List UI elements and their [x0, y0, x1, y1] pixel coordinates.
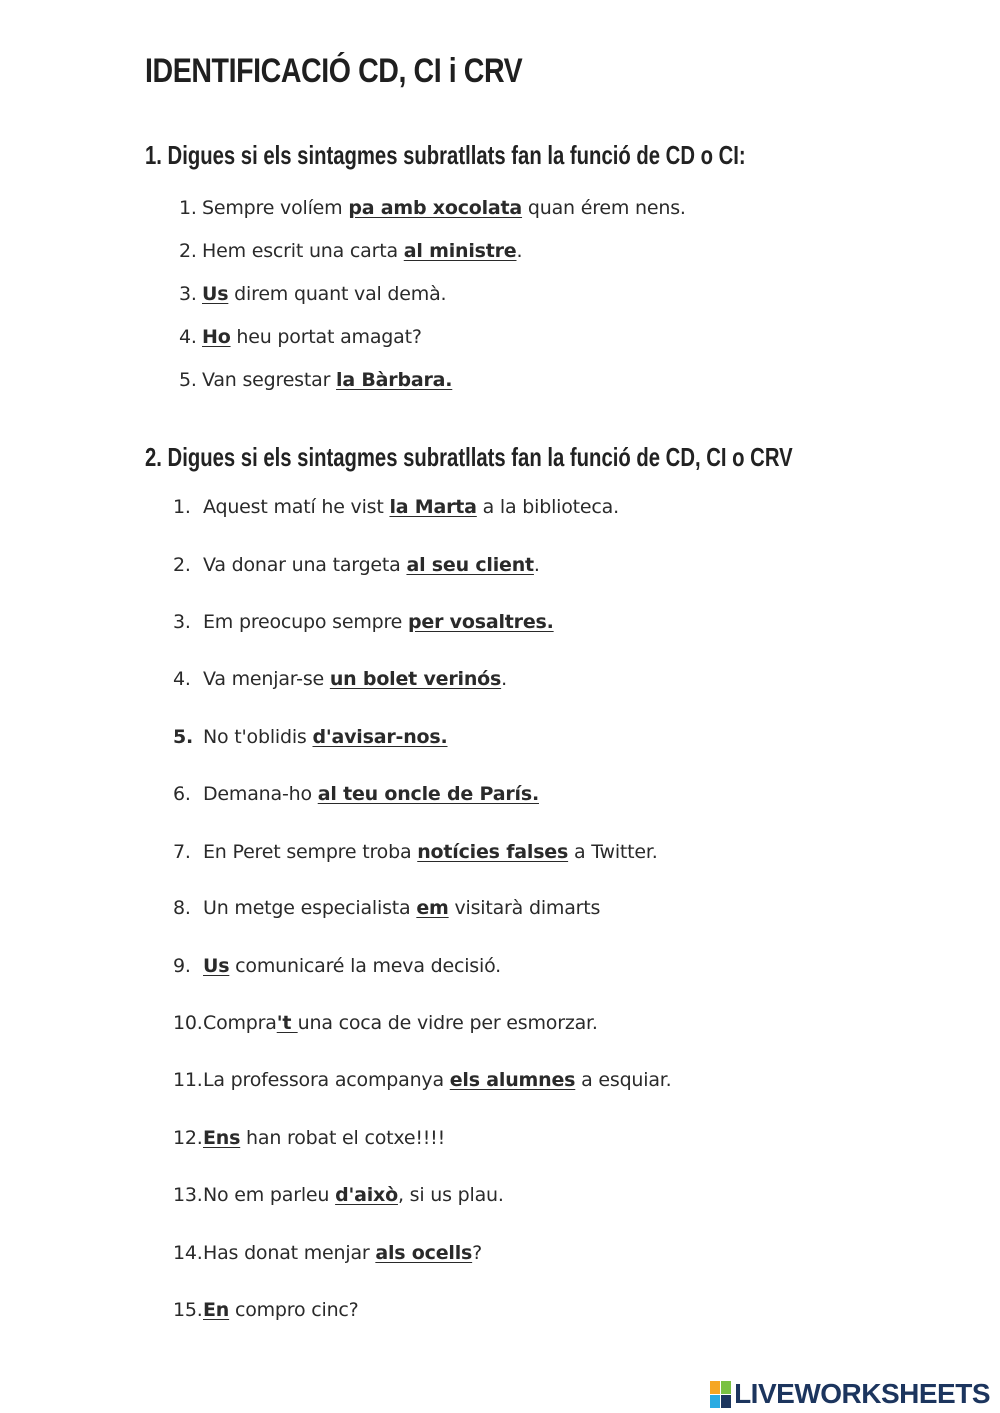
item-text: quan érem nens. — [522, 197, 686, 219]
list-item — [173, 1127, 445, 1149]
list-item — [179, 326, 422, 348]
item-text: En Peret sempre troba — [203, 841, 418, 863]
item-text: Va menjar-se — [203, 668, 330, 690]
item-number: 3. — [179, 283, 197, 305]
item-text: Hem escrit una carta — [202, 240, 404, 262]
item-number: 4. — [173, 668, 191, 690]
item-number: 8. — [173, 897, 191, 919]
item-text: una coca de vidre per esmorzar. — [297, 1012, 598, 1034]
list-item — [173, 1242, 482, 1264]
item-text: Un metge especialista — [203, 897, 417, 919]
underlined-phrase: al ministre — [403, 240, 517, 262]
underlined-phrase: als ocells — [375, 1242, 473, 1264]
liveworksheets-brand[interactable] — [710, 1378, 990, 1410]
underlined-phrase: 't — [276, 1012, 298, 1034]
item-text: . — [501, 668, 507, 690]
item-number: 10. — [173, 1012, 203, 1034]
list-item — [173, 1012, 598, 1034]
item-text: visitarà dimarts — [448, 897, 601, 919]
underlined-phrase: Us — [202, 283, 229, 305]
logo-tile — [721, 1381, 731, 1394]
item-text: . — [516, 240, 523, 262]
item-number: 3. — [173, 611, 191, 633]
underlined-phrase: al teu oncle de París. — [317, 783, 539, 805]
list-item — [173, 668, 507, 690]
item-text: Em preocupo sempre — [203, 611, 409, 633]
item-number: 14. — [173, 1242, 203, 1264]
item-number: 5. — [173, 726, 194, 748]
item-number: 1. — [179, 197, 197, 219]
underlined-phrase: em — [416, 897, 449, 919]
underlined-phrase: notícies falses — [417, 841, 569, 863]
item-number: 12. — [173, 1127, 203, 1149]
item-number: 11. — [173, 1069, 203, 1091]
list-item — [173, 841, 658, 863]
item-text: a esquiar. — [575, 1069, 672, 1091]
item-text: comunicaré la meva decisió. — [229, 955, 502, 977]
item-number: 13. — [173, 1184, 203, 1206]
item-text: No t'oblidis — [203, 726, 313, 748]
item-text: Sempre volíem — [202, 197, 349, 219]
item-number: 5. — [179, 369, 197, 391]
logo-tile — [721, 1395, 731, 1408]
item-text: Demana-ho — [203, 783, 318, 805]
item-text: a la biblioteca. — [476, 496, 619, 518]
item-text: Aquest matí he vist — [203, 496, 390, 518]
logo-tile — [710, 1395, 720, 1408]
underlined-phrase: per vosaltres. — [408, 611, 554, 633]
underlined-phrase: pa amb xocolata — [348, 197, 523, 219]
underlined-phrase: al seu client — [406, 554, 534, 576]
underlined-phrase: la Bàrbara. — [336, 369, 453, 391]
list-item — [173, 1184, 504, 1206]
item-text: han robat el cotxe!!!! — [240, 1127, 445, 1149]
list-item — [173, 897, 600, 919]
logo-tile — [710, 1381, 720, 1394]
section-2-heading: 2. Digues si els sintagmes subratllats fan la funció de CD, CI o CRV — [145, 442, 793, 472]
item-number: 1. — [173, 496, 191, 518]
underlined-phrase: Ens — [203, 1127, 241, 1149]
list-item — [179, 197, 686, 219]
item-text: Has donat menjar — [203, 1242, 376, 1264]
list-item — [173, 496, 619, 518]
underlined-phrase: d'avisar-nos. — [312, 726, 448, 748]
list-item — [173, 783, 539, 805]
item-text: direm quant val demà. — [228, 283, 447, 305]
item-text: La professora acompanya — [203, 1069, 450, 1091]
item-text: , si us plau. — [397, 1184, 504, 1206]
item-text: Compra — [203, 1012, 277, 1034]
item-text: No em parleu — [203, 1184, 336, 1206]
item-text: heu portat amagat? — [230, 326, 422, 348]
underlined-phrase: un bolet verinós — [329, 668, 502, 690]
list-item — [173, 726, 448, 748]
page-title: IDENTIFICACIÓ CD, CI i CRV — [145, 52, 523, 90]
underlined-phrase: Ho — [202, 326, 231, 348]
item-text: ? — [472, 1242, 483, 1264]
list-item — [173, 554, 540, 576]
underlined-phrase: la Marta — [389, 496, 477, 518]
item-number: 6. — [173, 783, 191, 805]
item-number: 15. — [173, 1299, 203, 1321]
item-text: Va donar una targeta — [203, 554, 407, 576]
item-number: 9. — [173, 955, 191, 977]
list-item — [179, 369, 452, 391]
liveworksheets-logo-icon — [710, 1381, 731, 1408]
item-number: 2. — [173, 554, 191, 576]
item-number: 4. — [179, 326, 197, 348]
item-text: Van segrestar — [202, 369, 337, 391]
section-1-heading: 1. Digues si els sintagmes subratllats fan la funció de CD o CI: — [145, 140, 746, 170]
list-item — [179, 283, 446, 305]
list-item — [173, 1069, 672, 1091]
list-item — [173, 611, 554, 633]
item-number: 2. — [179, 240, 197, 262]
item-number: 7. — [173, 841, 191, 863]
item-text: . — [533, 554, 540, 576]
list-item — [179, 240, 522, 262]
brand-name: LIVEWORKSHEETS — [734, 1378, 990, 1409]
underlined-phrase: els alumnes — [449, 1069, 576, 1091]
underlined-phrase: Us — [203, 955, 230, 977]
item-text: compro cinc? — [229, 1299, 359, 1321]
underlined-phrase: d'això — [335, 1184, 398, 1206]
list-item — [173, 955, 501, 977]
item-text: a Twitter. — [568, 841, 658, 863]
underlined-phrase: En — [203, 1299, 230, 1321]
list-item — [173, 1299, 359, 1321]
